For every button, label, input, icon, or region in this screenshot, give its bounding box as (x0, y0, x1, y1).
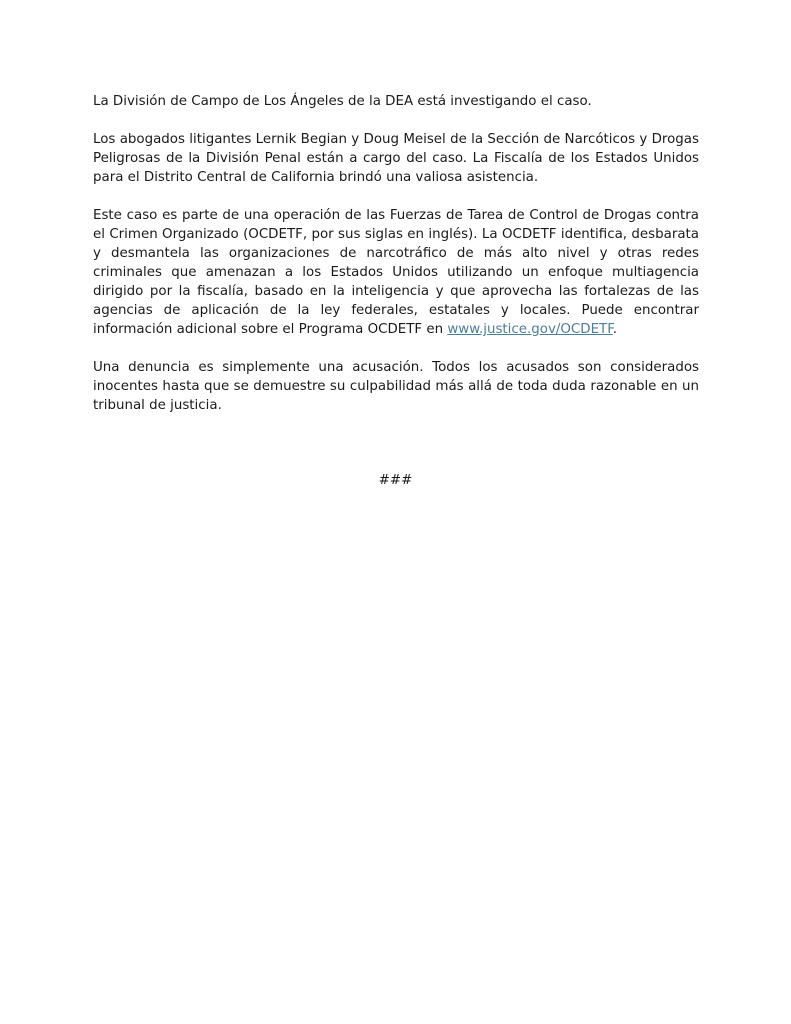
paragraph-ocdetf (93, 206, 699, 339)
ocdetf-link[interactable]: www.justice.gov/OCDETF (447, 322, 613, 337)
document-body (93, 92, 699, 434)
paragraph-investigation: La División de Campo de Los Ángeles de la DEA está investigando el caso. (93, 94, 592, 109)
paragraph-prosecutors: Los abogados litigantes Lernik Begian y Doug Meisel de la Sección de Narcóticos y Drogas Peligrosas de la División Penal están a cargo del caso. La Fiscalía de los Estados Unidos para el Distrito Central de California brindó una valiosa asistencia. (93, 132, 699, 185)
end-mark: ### (378, 473, 413, 488)
paragraph-disclaimer: Una denuncia es simplemente una acusación. Todos los acusados son considerados inocentes hasta que se demuestre su culpabilidad más allá de toda duda razonable en un tribunal de justicia. (93, 360, 699, 413)
paragraph-ocdetf-text: Este caso es parte de una operación de las Fuerzas de Tarea de Control de Drogas contra el Crimen Organizado (OCDETF, por sus siglas en inglés). La OCDETF identifica, desbarata y desmantela las organizaciones de narcotráfico de más alto nivel y otras redes criminales que amenazan a los Estados Unidos utilizando un enfoque multiagencia dirigido por la fiscalía, basado en la inteligencia y que aprovecha las fortalezas de las agencias de aplicación de la ley federales, estatales y locales. Puede encontrar información adicional sobre el Programa OCDETF en (93, 208, 699, 337)
paragraph-ocdetf-period: . (612, 322, 618, 337)
